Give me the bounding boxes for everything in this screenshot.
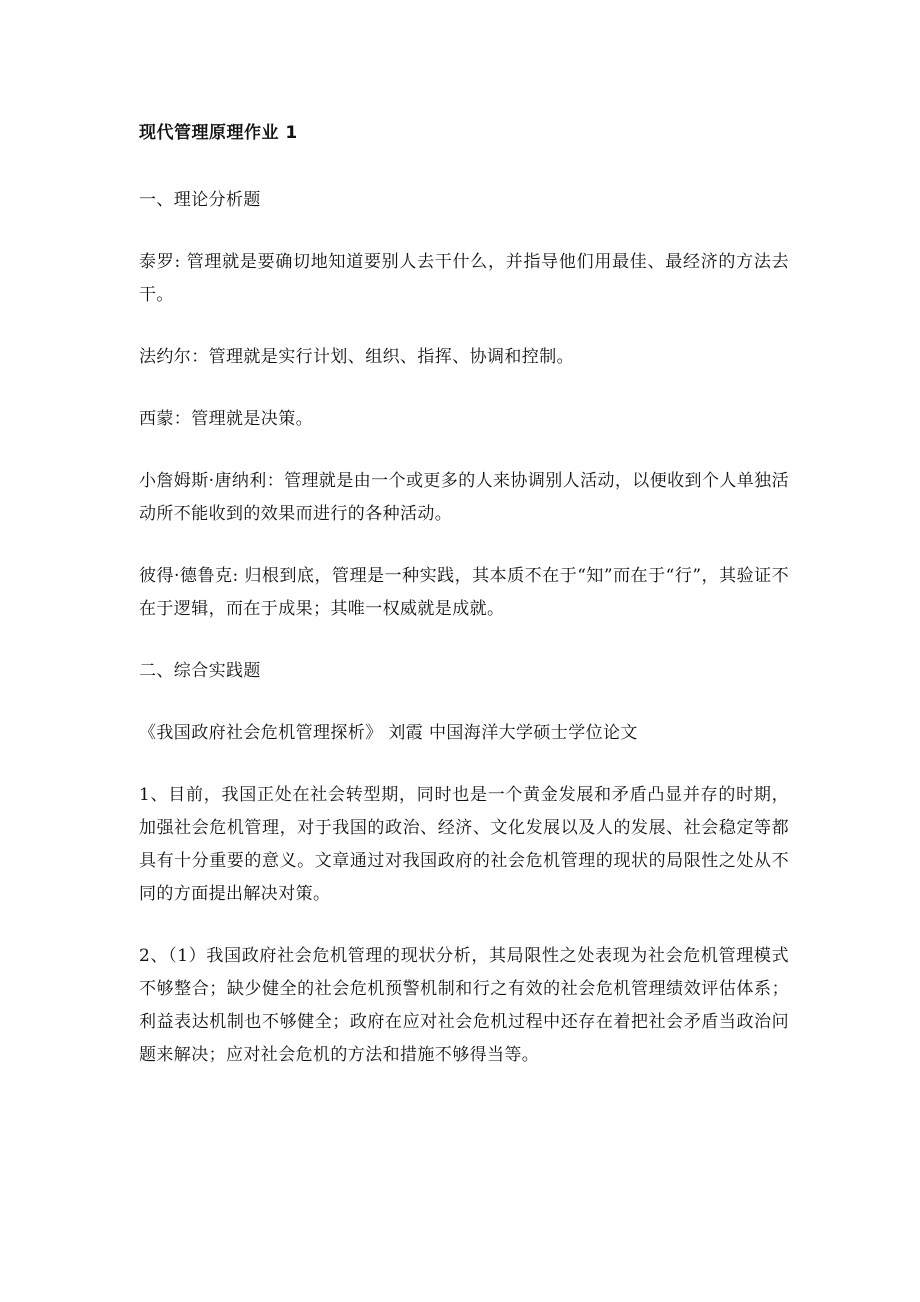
document-body (139, 118, 789, 1101)
document-title: 现代管理原理作业 1 (139, 123, 298, 143)
definition-simon: 西蒙：管理就是决策。 (139, 409, 313, 429)
definition-taylor: 泰罗: 管理就是要确切地知道要别人去干什么，并指导他们用最佳、最经济的方法去干。 (139, 252, 789, 305)
answer-paragraph-1: 1、目前，我国正处在社会转型期，同时也是一个黄金发展和矛盾凸显并存的时期，加强社会危机管理，对于我国的政治、经济、文化发展以及人的发展、社会稳定等都具有十分重要的意义。文章通过对我国政府的社会危机管理的现状的局限性之处从不同的方面提出解决对策。 (139, 785, 789, 904)
definition-donnelly: 小詹姆斯·唐纳利：管理就是由一个或更多的人来协调别人活动，以便收到个人单独活动所不能收到的效果而进行的各种活动。 (139, 471, 789, 524)
reference-citation: 《我国政府社会危机管理探析》 刘霞 中国海洋大学硕士学位论文 (139, 723, 638, 743)
section-heading-practice: 二、综合实践题 (139, 661, 261, 681)
definition-fayol: 法约尔：管理就是实行计划、组织、指挥、协调和控制。 (139, 347, 574, 367)
answer-paragraph-2: 2、（1）我国政府社会危机管理的现状分析，其局限性之处表现为社会危机管理模式不够整合；缺少健全的社会危机预警机制和行之有效的社会危机管理绩效评估体系；利益表达机制也不够健全；政府在应对社会危机过程中还存在着把社会矛盾当政治问题来解决；应对社会危机的方法和措施不够得当等。 (139, 946, 789, 1065)
section-heading-theory: 一、理论分析题 (139, 190, 261, 210)
definition-drucker: 彼得·德鲁克: 归根到底，管理是一种实践，其本质不在于“知”而在于“行”，其验证不在于逻辑，而在于成果；其唯一权威就是成就。 (139, 566, 789, 619)
